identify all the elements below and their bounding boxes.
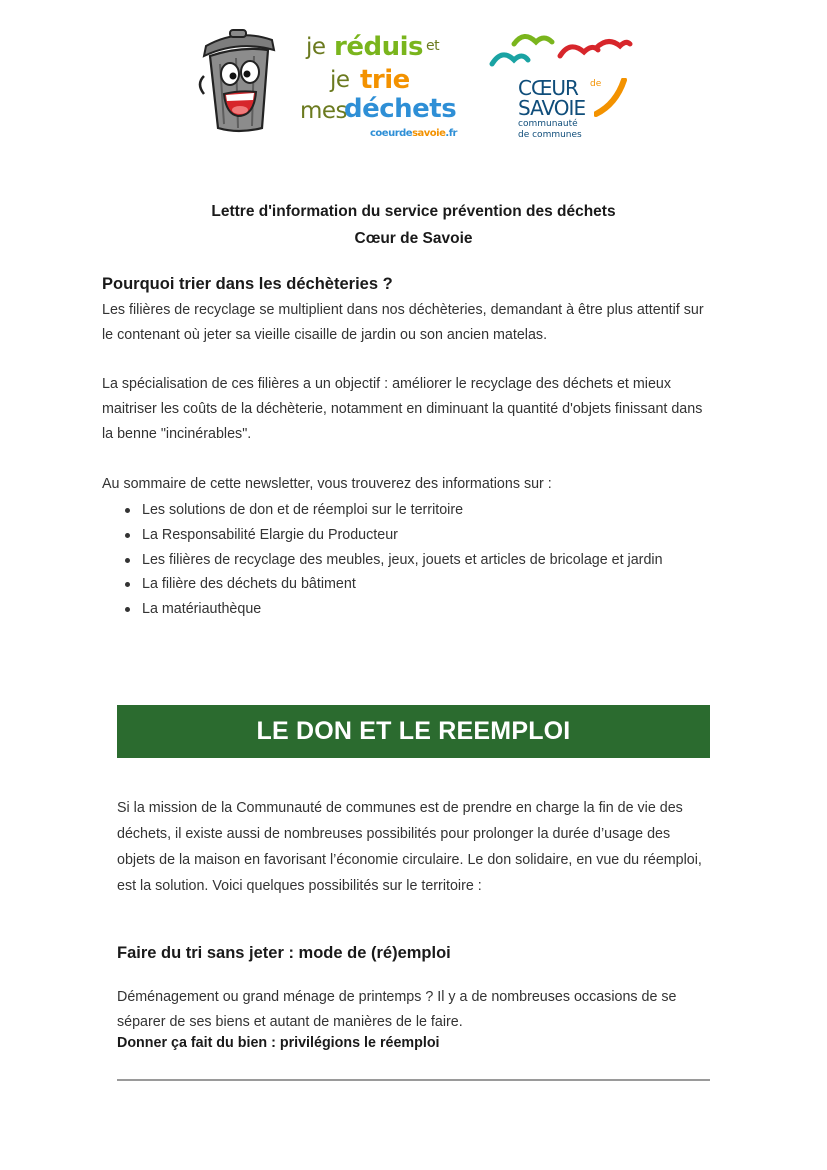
slogan-word-reduis: réduis bbox=[334, 32, 423, 62]
logo-word-de: de bbox=[590, 79, 602, 89]
intro-heading: Pourquoi trier dans les déchèteries ? bbox=[102, 275, 393, 293]
slogan-word-et: et bbox=[426, 38, 440, 54]
intro-paragraph: La spécialisation de ces filières a un objectif : améliorer le recyclage des déchets et mieux maitriser les coûts de la déchèterie, notamment en diminuant la quantité d'objets finissant dans la benne "incinérables". bbox=[102, 376, 703, 442]
intro-paragraph: Les filières de recyclage se multiplient dans nos déchèteries, demandant à être plus attentif sur le contenant où jeter sa vieille cisaille de jardin ou son ancien matelas. bbox=[102, 302, 704, 343]
slogan-word-dechets: déchets bbox=[344, 94, 457, 124]
slogan-word-trie: trie bbox=[360, 65, 410, 95]
logo-subtitle: communauté bbox=[518, 119, 578, 129]
url-part: savoie bbox=[412, 128, 446, 139]
summary-item: La matériauthèque bbox=[142, 597, 752, 622]
slogan-url bbox=[370, 128, 457, 139]
slogan-word: je bbox=[330, 67, 350, 93]
logo-subtitle: de communes bbox=[518, 130, 582, 140]
summary-item: La filière des déchets du bâtiment bbox=[142, 572, 752, 597]
orange-swoosh-icon bbox=[594, 78, 628, 118]
summary-intro: Au sommaire de cette newsletter, vous trouverez des informations sur : bbox=[102, 476, 552, 492]
summary-item: Les solutions de don et de réemploi sur le territoire bbox=[142, 498, 752, 523]
section-banner-title: LE DON ET LE REEMPLOI bbox=[256, 717, 571, 745]
slogan-logo bbox=[298, 30, 478, 145]
newsletter-subtitle: Cœur de Savoie bbox=[354, 230, 473, 247]
newsletter-title: Lettre d'information du service prévention des déchets bbox=[211, 203, 616, 220]
section-subheading: Faire du tri sans jeter : mode de (ré)emploi bbox=[117, 944, 451, 962]
divider bbox=[117, 1079, 710, 1081]
section-banner bbox=[117, 705, 710, 758]
url-part: .fr bbox=[445, 128, 457, 139]
section-paragraph: Si la mission de la Communauté de communes est de prendre en charge la fin de vie des déchets, il existe aussi de nombreuses possibilités pour prolonger la durée d’usage des objets de la maison en favorisant l’économie circulaire. Le don solidaire, en vue du réemploi, est la solution. Voici quelques possibilités sur le territoire : bbox=[117, 800, 702, 894]
summary-item: La Responsabilité Elargie du Producteur bbox=[142, 523, 752, 548]
section-bold-line: Donner ça fait du bien : privilégions le réemploi bbox=[117, 1035, 440, 1051]
url-part: coeurde bbox=[370, 128, 413, 139]
section-paragraph: Déménagement ou grand ménage de printemps ? Il y a de nombreuses occasions de se séparer de ses biens et autant de manières de le faire. bbox=[117, 989, 677, 1030]
coeur-de-savoie-logo bbox=[488, 26, 633, 144]
smiling-trash-bin-icon bbox=[196, 24, 280, 134]
summary-list bbox=[102, 498, 752, 622]
logo-word-savoie: SAVOIE bbox=[518, 96, 586, 120]
logo-word-coeur: CŒUR bbox=[518, 76, 578, 100]
slogan-word: mes bbox=[300, 98, 348, 124]
birds-icon bbox=[488, 26, 633, 76]
summary-item: Les filières de recyclage des meubles, jeux, jouets et articles de bricolage et jardin bbox=[142, 548, 752, 573]
slogan-word: je bbox=[306, 34, 326, 60]
